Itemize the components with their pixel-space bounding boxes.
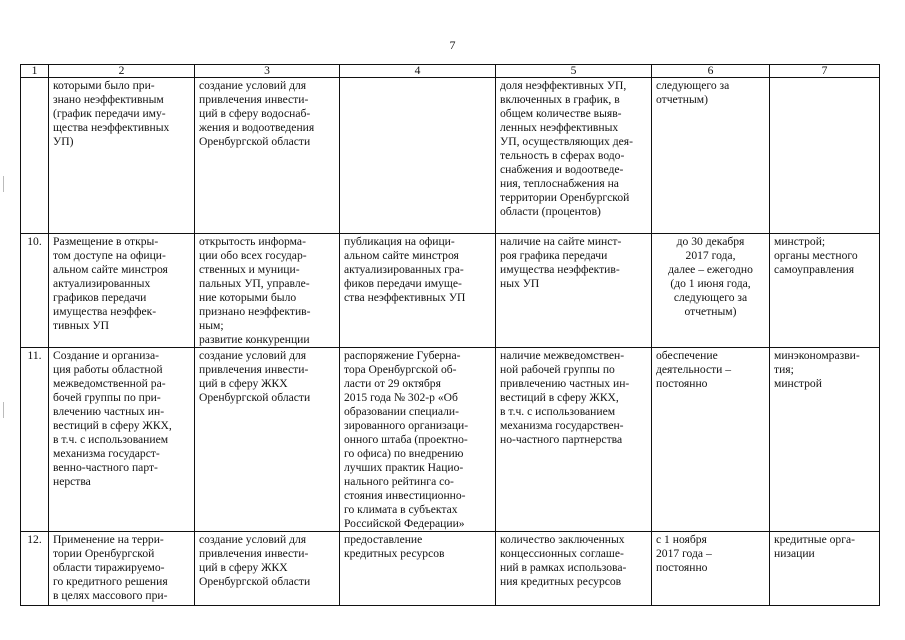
result-cell: распоряжение Губерна- тора Оренбургской об- ласти от 29 октября 2015 года № 302-р «Об образовании специали- зированного организаци- онного штаба (проектно- го офиса) по внедрению лучших практик Нацио- нального рейтинга со- стояния инвестиционно- го климата в субъектах Российской Федерации»	[340, 348, 496, 532]
plan-table	[20, 64, 880, 606]
measure-cell: Размещение в откры- том доступе на офици- альном сайте минстроя актуализированных графиков передачи имущества неэффек- тивных УП	[49, 234, 195, 348]
scan-margin-mark	[3, 176, 4, 192]
measure-cell: Создание и организа- ция работы областной межведомственной ра- бочей группы по при- влечению частных ин- вестиций в сферу ЖКХ, в т.ч. с использованием механизма государст- венно-частного парт- нерства	[49, 348, 195, 532]
goal-cell: создание условий для привлечения инвести- ций в сферу ЖКХ Оренбургской области	[195, 532, 340, 606]
column-header: 5	[496, 65, 652, 78]
column-header: 7	[770, 65, 880, 78]
scan-margin-mark	[3, 402, 4, 418]
row-number	[21, 78, 49, 234]
responsible-cell: минэкономразви- тия; минстрой	[770, 348, 880, 532]
goal-cell: создание условий для привлечения инвести- ций в сферу водоснаб- жения и водоотведения Оренбургской области	[195, 78, 340, 234]
column-header: 1	[21, 65, 49, 78]
column-header: 2	[49, 65, 195, 78]
deadline-cell: обеспечение деятельности – постоянно	[652, 348, 770, 532]
responsible-cell	[770, 78, 880, 234]
deadline-cell: с 1 ноября 2017 года – постоянно	[652, 532, 770, 606]
indicator-cell: наличие на сайте минст- роя графика передачи имущества неэффектив- ных УП	[496, 234, 652, 348]
column-number-row	[21, 65, 880, 78]
page-number: 7	[449, 38, 456, 52]
row-number: 11.	[21, 348, 49, 532]
responsible-cell: минстрой; органы местного самоуправления	[770, 234, 880, 348]
table-row	[21, 234, 880, 348]
indicator-cell: наличие межведомствен- ной рабочей группы по привлечению частных ин- вестиций в сферу ЖКХ, в т.ч. с использованием механизма государствен- но-частного партнерства	[496, 348, 652, 532]
table-row	[21, 532, 880, 606]
deadline-cell: следующего за отчетным)	[652, 78, 770, 234]
row-number: 12.	[21, 532, 49, 606]
column-header: 4	[340, 65, 496, 78]
result-cell: публикация на офици- альном сайте минстроя актуализированных гра- фиков передачи имуще- ства неэффективных УП	[340, 234, 496, 348]
measure-cell: Применение на терри- тории Оренбургской области тиражируемо- го кредитного решения в целях массового при-	[49, 532, 195, 606]
goal-cell: создание условий для привлечения инвести- ций в сферу ЖКХ Оренбургской области	[195, 348, 340, 532]
result-cell: предоставление кредитных ресурсов	[340, 532, 496, 606]
table-row	[21, 78, 880, 234]
row-number: 10.	[21, 234, 49, 348]
column-header: 6	[652, 65, 770, 78]
responsible-cell: кредитные орга- низации	[770, 532, 880, 606]
goal-cell: открытость информа- ции обо всех государ- ственных и муници- пальных УП, управле- ние которыми было признано неэффектив- ным; развитие конкуренции	[195, 234, 340, 348]
indicator-cell: количество заключенных концессионных соглаше- ний в рамках использова- ния кредитных ресурсов	[496, 532, 652, 606]
indicator-cell: доля неэффективных УП, включенных в график, в общем количестве выяв- ленных неэффективных УП, осуществляющих дея- тельность в сферах водо- снабжения и водоотведе- ния, теплоснабжения на территории Оренбургской области (процентов)	[496, 78, 652, 234]
measure-cell: которыми было при- знано неэффективным (график передачи иму- щества неэффективных УП)	[49, 78, 195, 234]
result-cell	[340, 78, 496, 234]
deadline-cell: до 30 декабря 2017 года, далее – ежегодно (до 1 июня года, следующего за отчетным)	[652, 234, 770, 348]
table-row	[21, 348, 880, 532]
column-header: 3	[195, 65, 340, 78]
